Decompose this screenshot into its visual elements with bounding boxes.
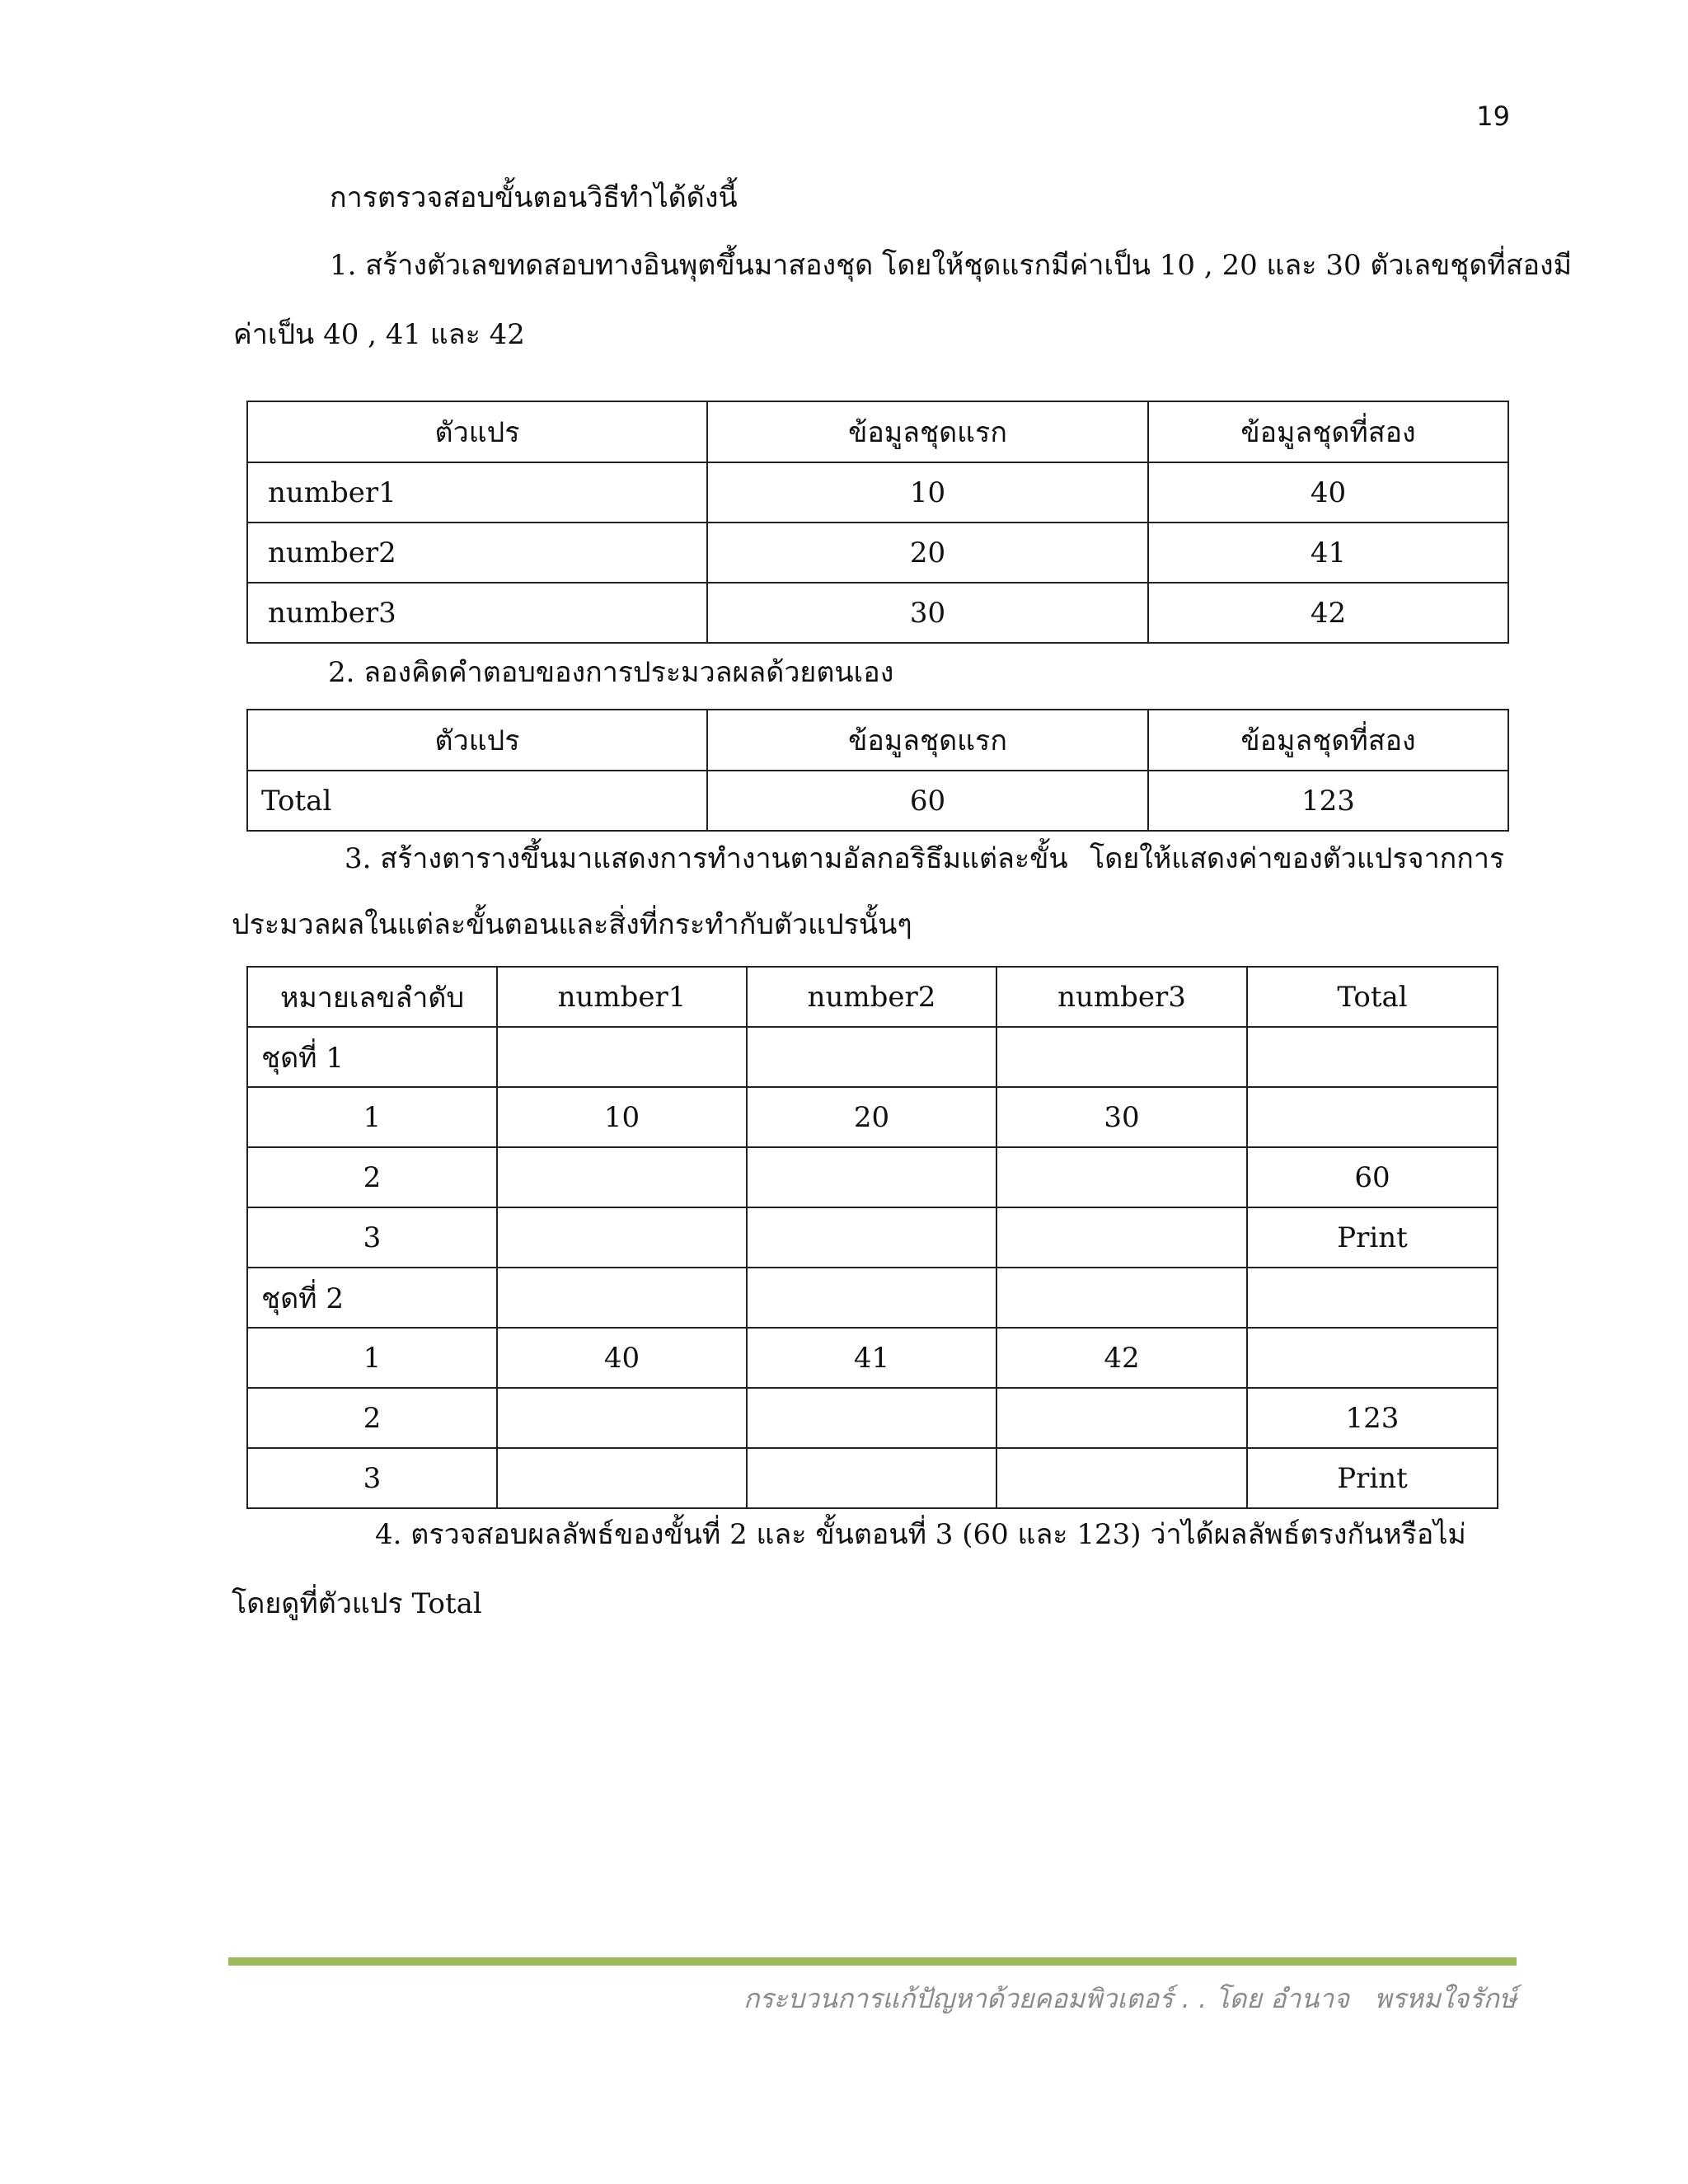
table3-cell (1247, 1328, 1498, 1388)
table3-cell: 41 (747, 1328, 996, 1388)
table-row (247, 1448, 1498, 1508)
table3-cell: Print (1247, 1207, 1498, 1268)
table2-cell: Total (247, 771, 707, 831)
table-row (247, 462, 1508, 523)
table2-cell: 123 (1148, 771, 1508, 831)
table-row (247, 523, 1508, 583)
table3-header-seq: หมายเลขลำดับ (247, 967, 497, 1027)
table2-header-set1: ข้อมูลชุดแรก (707, 710, 1148, 771)
table-row (247, 1268, 1498, 1328)
table3-cell (996, 1027, 1247, 1087)
table3-cell (1247, 1027, 1498, 1087)
table3-cell: 123 (1247, 1388, 1498, 1448)
table1-header-variable: ตัวแปร (247, 401, 707, 462)
table3-cell (747, 1207, 996, 1268)
table-row (247, 1087, 1498, 1147)
table3-cell (497, 1388, 747, 1448)
table-test-data (246, 401, 1509, 644)
step1-line2: ค่าเป็น 40 , 41 และ 42 (233, 318, 525, 351)
footer-rule (228, 1957, 1517, 1966)
table1-cell: 41 (1148, 523, 1508, 583)
table3-group-label: ชุดที่ 2 (247, 1268, 497, 1328)
table1-header-set1: ข้อมูลชุดแรก (707, 401, 1148, 462)
table3-header-number1: number1 (497, 967, 747, 1027)
table-expected-total (246, 709, 1509, 832)
table1-cell: number1 (247, 462, 707, 523)
table3-cell (747, 1388, 996, 1448)
table1-cell: 20 (707, 523, 1148, 583)
table2-header-set2: ข้อมูลชุดที่สอง (1148, 710, 1508, 771)
table3-cell (497, 1207, 747, 1268)
table3-cell (747, 1027, 996, 1087)
table3-cell (497, 1448, 747, 1508)
table3-step: 3 (247, 1448, 497, 1508)
table3-header-number2: number2 (747, 967, 996, 1027)
table3-header-number3: number3 (996, 967, 1247, 1027)
table-row (247, 1328, 1498, 1388)
table3-cell (1247, 1268, 1498, 1328)
table3-cell (747, 1268, 996, 1328)
intro-heading: การตรวจสอบขั้นตอนวิธีทำได้ดังนี้ (330, 181, 738, 214)
table2-cell: 60 (707, 771, 1148, 831)
table3-cell (747, 1448, 996, 1508)
table3-cell: 20 (747, 1087, 996, 1147)
table3-header-total: Total (1247, 967, 1498, 1027)
table-row (247, 583, 1508, 643)
table-row (247, 1388, 1498, 1448)
table3-cell: 10 (497, 1087, 747, 1147)
table-row (247, 1207, 1498, 1268)
table3-cell (1247, 1087, 1498, 1147)
table3-step: 1 (247, 1328, 497, 1388)
table3-cell (996, 1147, 1247, 1207)
table3-cell: 60 (1247, 1147, 1498, 1207)
table3-group-label: ชุดที่ 1 (247, 1027, 497, 1087)
table3-cell: 42 (996, 1328, 1247, 1388)
table3-step: 2 (247, 1388, 497, 1448)
step3-line1-a: 3. สร้างตารางขึ้นมาแสดงการทำงานตามอัลกอริธึมแต่ละขั้น (345, 842, 1068, 875)
step3-line2: ประมวลผลในแต่ละขั้นตอนและสิ่งที่กระทำกับตัวแปรนั้นๆ (232, 908, 912, 941)
table-row (247, 771, 1508, 831)
step3-line1-b: โดยให้แสดงค่าของตัวแปรจากการ (1090, 842, 1505, 875)
table3-step: 3 (247, 1207, 497, 1268)
table3-cell (996, 1448, 1247, 1508)
table3-cell (497, 1027, 747, 1087)
page-number: 19 (1476, 101, 1510, 132)
table3-cell (497, 1268, 747, 1328)
table2-header-variable: ตัวแปร (247, 710, 707, 771)
table1-cell: number2 (247, 523, 707, 583)
step4-line2: โดยดูที่ตัวแปร Total (232, 1587, 482, 1620)
table1-cell: 40 (1148, 462, 1508, 523)
table3-cell: 40 (497, 1328, 747, 1388)
table3-cell: Print (1247, 1448, 1498, 1508)
table3-step: 1 (247, 1087, 497, 1147)
table3-cell (747, 1147, 996, 1207)
step4-line1: 4. ตรวจสอบผลลัพธ์ของขั้นที่ 2 และ ขั้นตอนที่ 3 (60 และ 123) ว่าได้ผลลัพธ์ตรงกันหรือไม่ (375, 1518, 1466, 1551)
table-row (247, 1027, 1498, 1087)
table-trace (246, 966, 1498, 1509)
table1-cell: 10 (707, 462, 1148, 523)
table3-cell (497, 1147, 747, 1207)
table3-cell (996, 1207, 1247, 1268)
step2-text: 2. ลองคิดคำตอบของการประมวลผลด้วยตนเอง (328, 656, 894, 689)
table1-header-set2: ข้อมูลชุดที่สอง (1148, 401, 1508, 462)
table3-cell: 30 (996, 1087, 1247, 1147)
footer-text: กระบวนการแก้ปัญหาด้วยคอมพิวเตอร์ . . โดย อำนาจ พรหมใจรักษ์ (743, 1983, 1517, 2014)
step1-line1: 1. สร้างตัวเลขทดสอบทางอินพุตขึ้นมาสองชุด โดยให้ชุดแรกมีค่าเป็น 10 , 20 และ 30 ตัวเลขชุดที่สองมี (330, 249, 1573, 282)
table1-cell: number3 (247, 583, 707, 643)
table-row (247, 1147, 1498, 1207)
table1-cell: 30 (707, 583, 1148, 643)
table1-cell: 42 (1148, 583, 1508, 643)
table3-cell (996, 1388, 1247, 1448)
table3-step: 2 (247, 1147, 497, 1207)
table3-cell (996, 1268, 1247, 1328)
